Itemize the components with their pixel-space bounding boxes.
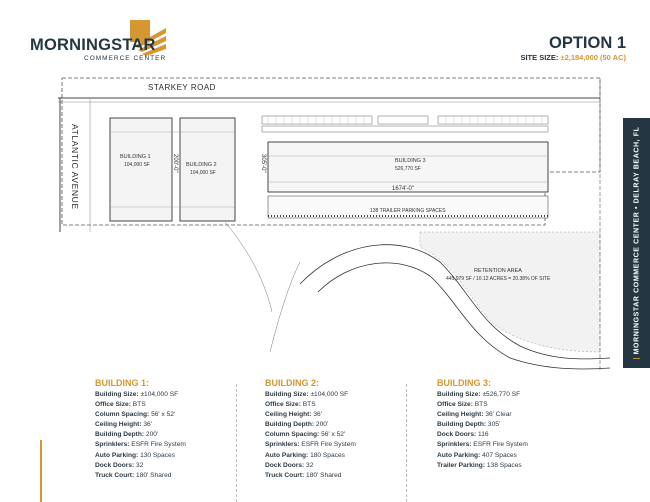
spec-row: Ceiling Height: 36' (95, 421, 152, 429)
trailer-parking (268, 196, 548, 218)
spec-row: Trailer Parking: 138 Spaces (437, 461, 522, 469)
building-specs (0, 378, 620, 502)
spec-row: Ceiling Height: 36' (265, 411, 322, 419)
spec-row: Building Depth: 200' (95, 431, 159, 439)
trailer-parking-label: 138 TRAILER PARKING SPACES (370, 208, 446, 214)
company-logo (30, 20, 180, 64)
top-parking (262, 116, 548, 132)
parking-stalls (268, 116, 542, 124)
building-1 (110, 118, 172, 221)
building-3-title: BUILDING 3: (437, 378, 491, 388)
spec-row: Column Spacing: 56' x 52' (95, 411, 176, 419)
logo-subtitle: COMMERCE CENTER (84, 55, 167, 62)
dim-b3-length: 1674'-0" (392, 186, 414, 192)
spec-row: Office Size: BTS (437, 401, 488, 409)
option-title: OPTION 1 (548, 34, 626, 52)
spec-divider (236, 384, 237, 502)
spec-row: Auto Parking: 130 Spaces (95, 451, 175, 459)
retention-area (420, 232, 600, 352)
spec-row: Sprinklers: ESFR Fire System (265, 441, 356, 449)
dim-b3-depth: 305'-0" (260, 154, 266, 173)
spec-row: Sprinklers: ESFR Fire System (95, 441, 186, 449)
building-1-label: BUILDING 1 (120, 154, 151, 160)
logo-wordmark: MORNINGSTAR (30, 36, 156, 54)
site-size-label: SITE SIZE: (520, 53, 559, 62)
spec-row: Auto Parking: 407 Spaces (437, 451, 517, 459)
spec-row: Building Depth: 305' (437, 421, 501, 429)
spec-row: Column Spacing: 56' x 52' (265, 431, 346, 439)
building-3-specs (437, 378, 607, 471)
spec-row: Office Size: BTS (265, 401, 316, 409)
spec-row: Building Size: ±104,000 SF (95, 391, 179, 398)
spec-row: Building Size: ±526,770 SF (437, 391, 521, 398)
building-2-label: BUILDING 2 (186, 162, 217, 168)
spec-row: Building Depth: 200' (265, 421, 329, 429)
spec-row: Building Size: ±104,000 SF (265, 391, 349, 398)
spec-row: Sprinklers: ESFR Fire System (437, 441, 528, 449)
side-banner-text: | MORNINGSTAR COMMERCE CENTER • DELRAY BEACH, FL (633, 126, 640, 360)
spec-row: Truck Court: 180' Shared (265, 471, 342, 479)
building-1-area: 104,000 SF (124, 162, 150, 168)
spec-row: Auto Parking: 180 Spaces (265, 451, 345, 459)
side-banner (623, 118, 650, 368)
dim-b1-b2: 200'-0" (172, 154, 178, 173)
building-2-specs (265, 378, 435, 481)
spec-row: Ceiling Height: 36' Clear (437, 411, 512, 419)
site-size (520, 53, 626, 62)
spec-divider (406, 384, 407, 502)
side-banner-location: DELRAY BEACH, FL (633, 126, 640, 204)
starkey-road-label: STARKEY ROAD (148, 83, 216, 92)
building-3-area: 526,770 SF (395, 166, 421, 172)
accent-line (40, 440, 42, 502)
side-banner-name: MORNINGSTAR COMMERCE CENTER (633, 211, 640, 355)
site-plan (0, 62, 650, 382)
building-2-area: 104,000 SF (190, 170, 216, 176)
building-1-specs (95, 378, 265, 481)
spec-row: Dock Doors: 116 (437, 431, 489, 439)
spec-row: Office Size: BTS (95, 401, 146, 409)
spec-row: Dock Doors: 32 (265, 461, 314, 469)
retention-title: RETENTION AREA (474, 268, 522, 274)
building-2-title: BUILDING 2: (265, 378, 319, 388)
atlantic-avenue-label: ATLANTIC AVENUE (70, 124, 80, 210)
spec-row: Truck Court: 180' Shared (95, 471, 172, 479)
building-1-title: BUILDING 1: (95, 378, 149, 388)
spec-row: Dock Doors: 32 (95, 461, 144, 469)
retention-detail: 445,979 SF / 10.12 ACRES = 20.38% OF SITE (446, 276, 551, 282)
building-3-label: BUILDING 3 (395, 158, 426, 164)
site-size-value: ±2,184,000 (50 AC) (560, 53, 626, 62)
